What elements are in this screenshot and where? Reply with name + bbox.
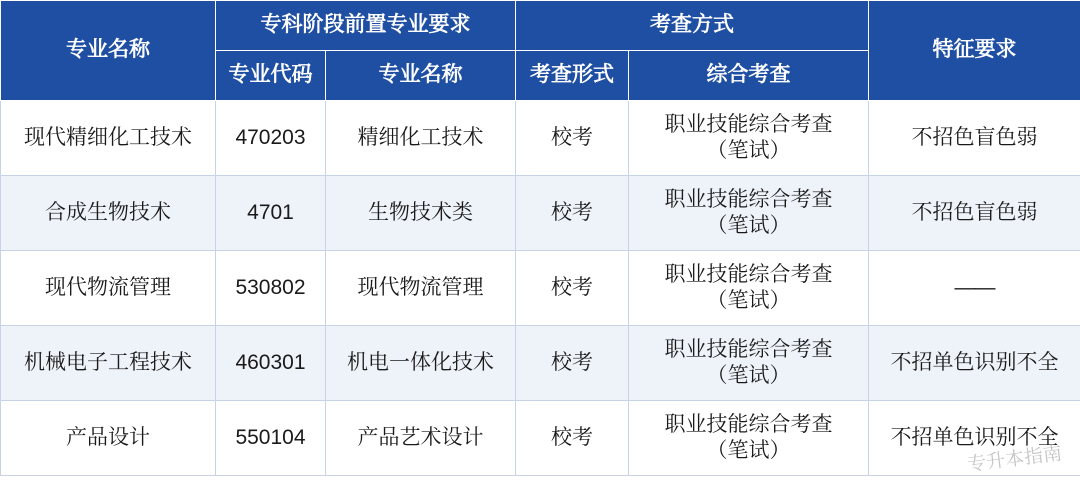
cell-comprehensive-exam bbox=[629, 326, 869, 401]
comprehensive-exam-line1: 职业技能综合考查 bbox=[664, 412, 833, 436]
cell-major-name: 机械电子工程技术 bbox=[1, 326, 216, 401]
header-major-name: 专业名称 bbox=[1, 1, 216, 101]
header-pre-major-name: 专业名称 bbox=[326, 51, 516, 101]
table-row bbox=[1, 176, 1080, 251]
comprehensive-exam-line2: （笔试） bbox=[706, 439, 791, 462]
cell-comprehensive-exam bbox=[629, 251, 869, 326]
cell-major-name: 现代物流管理 bbox=[1, 251, 216, 326]
cell-exam-form: 校考 bbox=[516, 101, 629, 176]
cell-comprehensive-exam bbox=[629, 401, 869, 476]
comprehensive-exam-line2: （笔试） bbox=[706, 139, 791, 162]
cell-feature: —— bbox=[869, 251, 1080, 326]
cell-pre-major-name: 精细化工技术 bbox=[326, 101, 516, 176]
cell-exam-form: 校考 bbox=[516, 251, 629, 326]
table-row bbox=[1, 326, 1080, 401]
comprehensive-exam-line2: （笔试） bbox=[706, 289, 791, 312]
header-feature-requirement: 特征要求 bbox=[869, 1, 1080, 101]
cell-major-code: 4701 bbox=[216, 176, 326, 251]
comprehensive-exam-line2: （笔试） bbox=[706, 364, 791, 387]
cell-comprehensive-exam bbox=[629, 101, 869, 176]
cell-pre-major-name: 生物技术类 bbox=[326, 176, 516, 251]
cell-feature: 不招单色识别不全 bbox=[869, 401, 1080, 476]
watermark-text: 专升本指南 bbox=[966, 443, 1064, 476]
header-row-groups bbox=[1, 1, 1080, 51]
cell-pre-major-name: 产品艺术设计 bbox=[326, 401, 516, 476]
comprehensive-exam-line1: 职业技能综合考查 bbox=[664, 337, 833, 361]
cell-comprehensive-exam bbox=[629, 176, 869, 251]
cell-major-name: 产品设计 bbox=[1, 401, 216, 476]
comprehensive-exam-line1: 职业技能综合考查 bbox=[664, 112, 833, 136]
table-row bbox=[1, 401, 1080, 476]
table-header bbox=[1, 1, 1080, 101]
cell-feature: 不招色盲色弱 bbox=[869, 176, 1080, 251]
header-comprehensive-exam: 综合考查 bbox=[629, 51, 869, 101]
header-exam-form: 考查形式 bbox=[516, 51, 629, 101]
cell-exam-form: 校考 bbox=[516, 176, 629, 251]
header-exam-method: 考查方式 bbox=[516, 1, 869, 51]
cell-major-code: 530802 bbox=[216, 251, 326, 326]
comprehensive-exam-line1: 职业技能综合考查 bbox=[664, 187, 833, 211]
cell-major-code: 460301 bbox=[216, 326, 326, 401]
cell-exam-form: 校考 bbox=[516, 326, 629, 401]
cell-major-name: 现代精细化工技术 bbox=[1, 101, 216, 176]
cell-feature: 不招色盲色弱 bbox=[869, 101, 1080, 176]
cell-major-code: 470203 bbox=[216, 101, 326, 176]
cell-major-code: 550104 bbox=[216, 401, 326, 476]
table-body bbox=[1, 101, 1080, 476]
header-pre-major-requirement: 专科阶段前置专业要求 bbox=[216, 1, 516, 51]
cell-pre-major-name: 机电一体化技术 bbox=[326, 326, 516, 401]
cell-pre-major-name: 现代物流管理 bbox=[326, 251, 516, 326]
cell-exam-form: 校考 bbox=[516, 401, 629, 476]
comprehensive-exam-line1: 职业技能综合考查 bbox=[664, 262, 833, 286]
header-major-code: 专业代码 bbox=[216, 51, 326, 101]
cell-feature: 不招单色识别不全 bbox=[869, 326, 1080, 401]
table-row bbox=[1, 101, 1080, 176]
cell-major-name: 合成生物技术 bbox=[1, 176, 216, 251]
comprehensive-exam-line2: （笔试） bbox=[706, 214, 791, 237]
table-row bbox=[1, 251, 1080, 326]
